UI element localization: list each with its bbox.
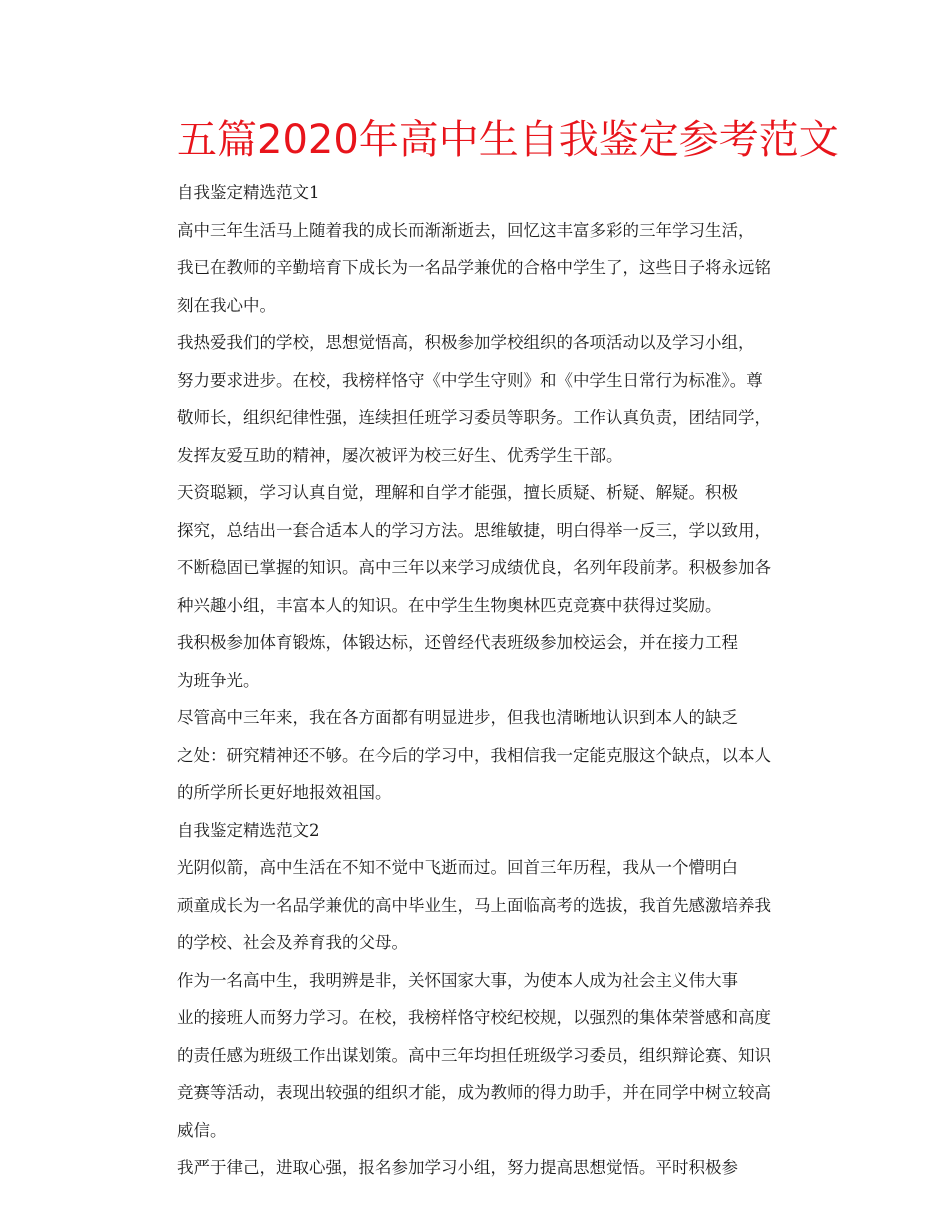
paragraph-line: 探究，总结出一套合适本人的学习方法。思维敏捷，明白得举一反三，学以致用， [177, 520, 771, 540]
paragraph [145, 212, 830, 325]
paragraph [145, 324, 830, 474]
paragraph-line: 我严于律己，进取心强，报名参加学习小组，努力提高思想觉悟。平时积极参 [177, 1158, 738, 1177]
paragraph-line: 的学校、社会及养育我的父母。 [177, 933, 408, 952]
paragraph-line: 不断稳固已掌握的知识。高中三年以来学习成绩优良，名列年段前茅。积极参加各 [177, 558, 771, 577]
paragraph-line: 天资聪颖，学习认真自觉，理解和自学才能强，擅长质疑、析疑、解疑。积极 [177, 483, 738, 502]
paragraph [145, 474, 830, 624]
paragraph-line: 顽童成长为一名品学兼优的高中毕业生，马上面临高考的选拔，我首先感激培养我 [177, 895, 771, 915]
paragraph-line: 光阴似箭，高中生活在不知不觉中飞逝而过。回首三年历程，我从一个懵明白 [177, 858, 738, 877]
paragraph-line: 敬师长，组织纪律性强，连续担任班学习委员等职务。工作认真负责，团结同学， [177, 408, 771, 427]
paragraph-line: 发挥友爱互助的精神，屡次被评为校三好生、优秀学生干部。 [177, 445, 623, 465]
paragraph-line: 刻在我心中。 [177, 295, 276, 315]
paragraph-line: 威信。 [177, 1120, 227, 1140]
paragraph [145, 624, 830, 699]
paragraph-line: 业的接班人而努力学习。在校，我榜样恪守校纪校规，以强烈的集体荣誉感和高度 [177, 1008, 771, 1027]
paragraph [145, 962, 830, 1150]
section-heading: 自我鉴定精选范文2 [177, 820, 320, 840]
paragraph-line: 高中三年生活马上随着我的成长而渐渐逝去，回忆这丰富多彩的三年学习生活， [177, 220, 755, 240]
paragraph-line: 尽管高中三年来，我在各方面都有明显进步，但我也清晰地认识到本人的缺乏 [177, 708, 738, 727]
paragraph [145, 699, 830, 812]
paragraph-line: 努力要求进步。在校，我榜样恪守《中学生守则》和《中学生日常行为标准》。尊 [177, 370, 763, 390]
section-heading: 自我鉴定精选范文1 [177, 183, 320, 202]
paragraph [145, 849, 830, 962]
paragraph-line: 的责任感为班级工作出谋划策。高中三年均担任班级学习委员，组织辩论赛、知识 [177, 1045, 771, 1065]
paragraph-line: 我积极参加体育锻炼，体锻达标，还曾经代表班级参加校运会，并在接力工程 [177, 633, 738, 652]
paragraph-line: 作为一名高中生，我明辨是非，关怀国家大事，为使本人成为社会主义伟大事 [177, 970, 738, 990]
paragraph-line: 竞赛等活动，表现出较强的组织才能，成为教师的得力助手，并在同学中树立较高 [177, 1083, 771, 1102]
paragraph-line: 的所学所长更好地报效祖国。 [177, 783, 392, 802]
paragraph-line: 种兴趣小组，丰富本人的知识。在中学生生物奥林匹克竞赛中获得过奖励。 [177, 595, 722, 615]
document-body [145, 174, 830, 1187]
document-title: 五篇2020年高中生自我鉴定参考范文 [177, 117, 839, 163]
paragraph-line: 我已在教师的辛勤培育下成长为一名品学兼优的合格中学生了，这些日子将永远铭 [177, 258, 771, 277]
paragraph-line: 为班争光。 [177, 670, 260, 690]
paragraph [145, 1149, 830, 1187]
paragraph-line: 我热爱我们的学校，思想觉悟高，积极参加学校组织的各项活动以及学习小组， [177, 333, 755, 352]
paragraph-line: 之处：研究精神还不够。在今后的学习中，我相信我一定能克服这个缺点，以本人 [177, 745, 771, 765]
